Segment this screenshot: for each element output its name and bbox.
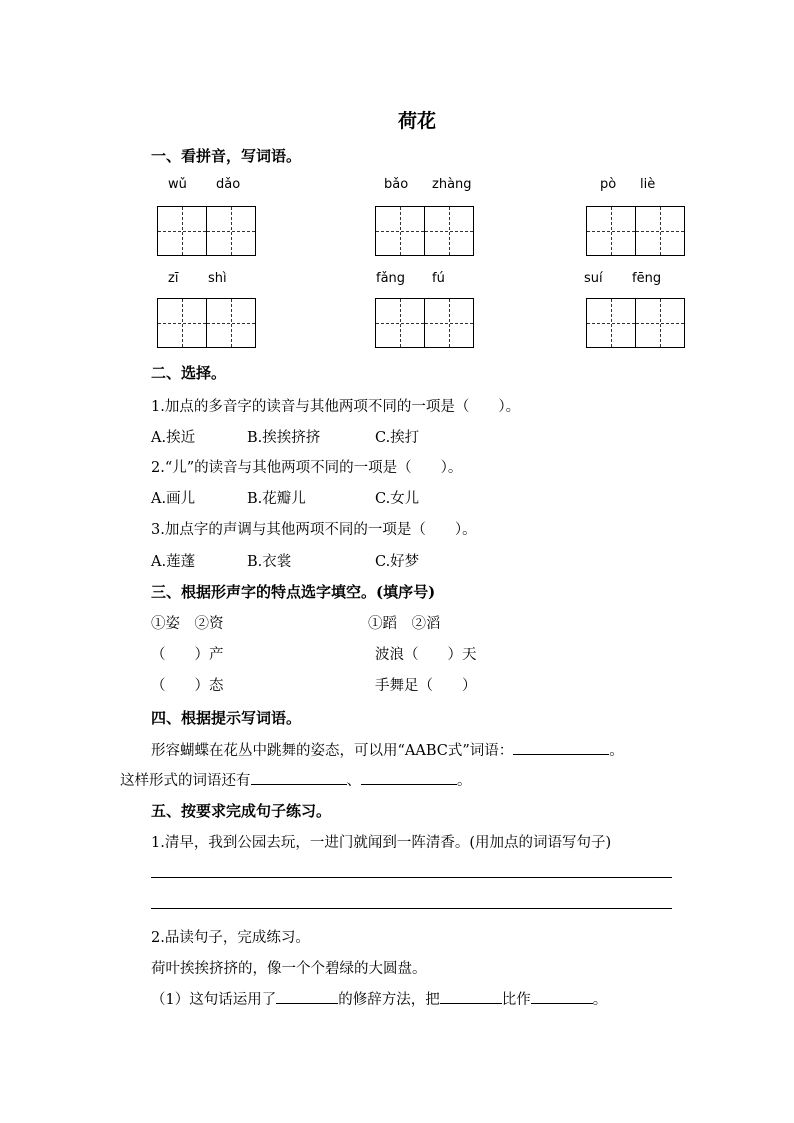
section2-heading: 二、选择。 [151, 364, 227, 382]
punct: 、 [346, 773, 361, 789]
prompt-text: 的修辞方法，把 [338, 992, 440, 1008]
option-a[interactable]: A.画儿 [151, 491, 196, 507]
page-title: 荷花 [397, 110, 436, 132]
writing-line[interactable] [151, 877, 672, 878]
pinyin: bǎo [384, 177, 409, 192]
pinyin: pò [600, 177, 617, 192]
prompt-text: 比作 [501, 992, 531, 1008]
option-c[interactable]: C.好梦 [375, 554, 420, 570]
prompt-text: （1）这句话运用了 [151, 992, 277, 1008]
fill-item[interactable]: （ ）产 [151, 647, 224, 663]
option-b[interactable]: B.衣裳 [247, 554, 292, 570]
writing-grid[interactable] [586, 206, 685, 256]
option-a[interactable]: A.莲蓬 [151, 554, 196, 570]
answer-blank[interactable] [440, 989, 502, 1004]
pinyin: liè [640, 177, 656, 192]
writing-grid[interactable] [375, 298, 474, 348]
pinyin: fú [432, 271, 445, 286]
pinyin: fǎng [376, 271, 406, 286]
section3-heading: 三、根据形声字的特点选字填空。(填序号) [151, 583, 436, 601]
question-1: 1.清早，我到公园去玩，一进门就闻到一阵清香。(用加点的词语写句子) [151, 835, 612, 851]
question-1: 1.加点的多音字的读音与其他两项不同的一项是（ ）。 [151, 399, 521, 415]
fill-item[interactable]: 波浪（ ）天 [375, 647, 477, 663]
fill-item[interactable]: 手舞足（ ） [375, 678, 477, 694]
choice-set-right: ①蹈 ②滔 [368, 616, 441, 632]
punct: 。 [457, 773, 472, 789]
answer-blank[interactable] [513, 740, 609, 755]
question-3: 3.加点字的声调与其他两项不同的一项是（ ）。 [151, 522, 477, 538]
prompt-text: 形容蝴蝶在花丛中跳舞的姿态，可以用“AABC式”词语： [151, 743, 514, 759]
punct: 。 [609, 743, 624, 759]
punct: 。 [592, 992, 608, 1008]
option-c[interactable]: C.挨打 [375, 430, 420, 446]
writing-grid[interactable] [157, 298, 256, 348]
section5-heading: 五、按要求完成句子练习。 [151, 802, 332, 820]
pinyin: dǎo [216, 177, 241, 192]
question-2: 2.“儿”的读音与其他两项不同的一项是（ ）。 [151, 460, 463, 476]
writing-grid[interactable] [157, 206, 256, 256]
pinyin: fēng [632, 271, 662, 286]
reading-sentence: 荷叶挨挨挤挤的，像一个个碧绿的大圆盘。 [151, 961, 427, 977]
option-b[interactable]: B.花瓣儿 [247, 491, 306, 507]
answer-blank[interactable] [276, 989, 338, 1004]
answer-blank[interactable] [531, 989, 593, 1004]
pinyin: shì [208, 271, 227, 286]
pinyin: suí [584, 271, 603, 286]
option-a[interactable]: A.挨近 [151, 430, 196, 446]
answer-blank[interactable] [361, 770, 457, 785]
writing-grid[interactable] [375, 206, 474, 256]
writing-line[interactable] [151, 908, 672, 909]
section1-heading: 一、看拼音，写词语。 [151, 147, 302, 165]
fill-item[interactable]: （ ）态 [151, 678, 224, 694]
writing-grid[interactable] [586, 298, 685, 348]
choice-set-left: ①姿 ②资 [151, 616, 224, 632]
prompt-text: 这样形式的词语还有 [120, 773, 251, 789]
question-2: 2.品读句子，完成练习。 [151, 930, 310, 946]
option-c[interactable]: C.女儿 [375, 491, 420, 507]
option-b[interactable]: B.挨挨挤挤 [247, 430, 321, 446]
pinyin: zhàng [432, 177, 472, 192]
answer-blank[interactable] [251, 770, 347, 785]
section4-heading: 四、根据提示写词语。 [151, 709, 302, 727]
pinyin: wǔ [168, 177, 187, 192]
pinyin: zī [168, 271, 179, 286]
